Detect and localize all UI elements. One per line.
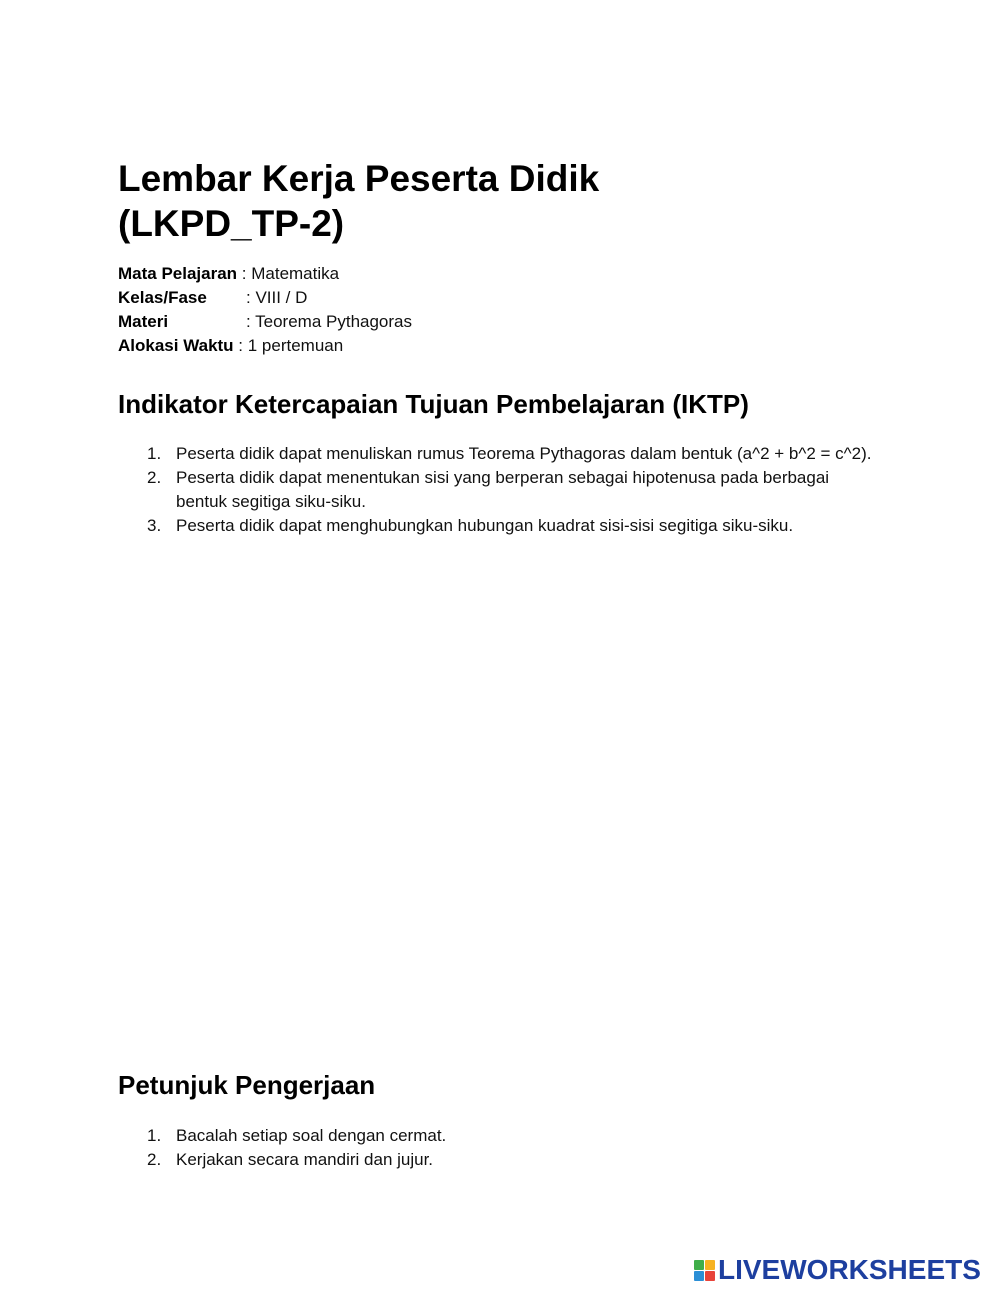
list-item-text: Peserta didik dapat menentukan sisi yang berperan sebagai hipotenusa pada berbagai bentuk segitiga siku-siku.: [176, 468, 830, 511]
liveworksheets-logo-icon: [694, 1260, 715, 1281]
list-item-number: 1.: [147, 444, 162, 463]
page-title: [118, 156, 878, 246]
page-title-line-1: Lembar Kerja Peserta Didik: [118, 158, 600, 199]
list-item: [118, 1148, 878, 1172]
list-item-number: 1.: [147, 1126, 162, 1145]
list-item-text: Bacalah setiap soal dengan cermat.: [176, 1126, 447, 1145]
logo-mark-square: [705, 1271, 715, 1281]
meta-row-class: [118, 286, 412, 310]
logo-mark-square: [705, 1260, 715, 1270]
iktp-list: [118, 442, 878, 538]
list-item: [118, 466, 878, 514]
liveworksheets-logo-text: LIVEWORKSHEETS: [718, 1254, 981, 1285]
petunjuk-list: [118, 1124, 878, 1172]
liveworksheets-logo[interactable]: [694, 1255, 981, 1285]
list-item: [118, 1124, 878, 1148]
logo-mark-square: [694, 1271, 704, 1281]
meta-label-subject: Mata Pelajaran: [118, 264, 238, 283]
list-item-number: 2.: [147, 468, 162, 487]
meta-value-class: : VIII / D: [246, 288, 308, 307]
meta-row-time: [118, 334, 412, 358]
meta-value-subject: : Matematika: [237, 264, 340, 283]
meta-row-subject: [118, 262, 412, 286]
meta-label-class: Kelas/Fase: [118, 288, 207, 307]
list-item: [118, 514, 878, 538]
meta-value-topic: : Teorema Pythagoras: [246, 312, 412, 331]
logo-mark-square: [694, 1260, 704, 1270]
page-title-line-2: (LKPD_TP-2): [118, 203, 345, 244]
list-item-text: Peserta didik dapat menuliskan rumus Teorema Pythagoras dalam bentuk (a^2 + b^2 = c^2).: [176, 444, 872, 463]
meta-row-topic: [118, 310, 412, 334]
list-item-number: 2.: [147, 1150, 162, 1169]
meta-label-time: Alokasi Waktu: [118, 336, 234, 355]
list-item-text: Peserta didik dapat menghubungkan hubungan kuadrat sisi-sisi segitiga siku-siku.: [176, 516, 794, 535]
list-item-text: Kerjakan secara mandiri dan jujur.: [176, 1150, 434, 1169]
list-item-number: 3.: [147, 516, 162, 535]
iktp-heading: Indikator Ketercapaian Tujuan Pembelajaran (IKTP): [118, 389, 749, 419]
meta-label-topic: Materi: [118, 312, 169, 331]
meta-value-time: : 1 pertemuan: [233, 336, 344, 355]
petunjuk-heading: Petunjuk Pengerjaan: [118, 1070, 376, 1100]
document-meta: [118, 262, 412, 358]
list-item: [118, 442, 878, 466]
